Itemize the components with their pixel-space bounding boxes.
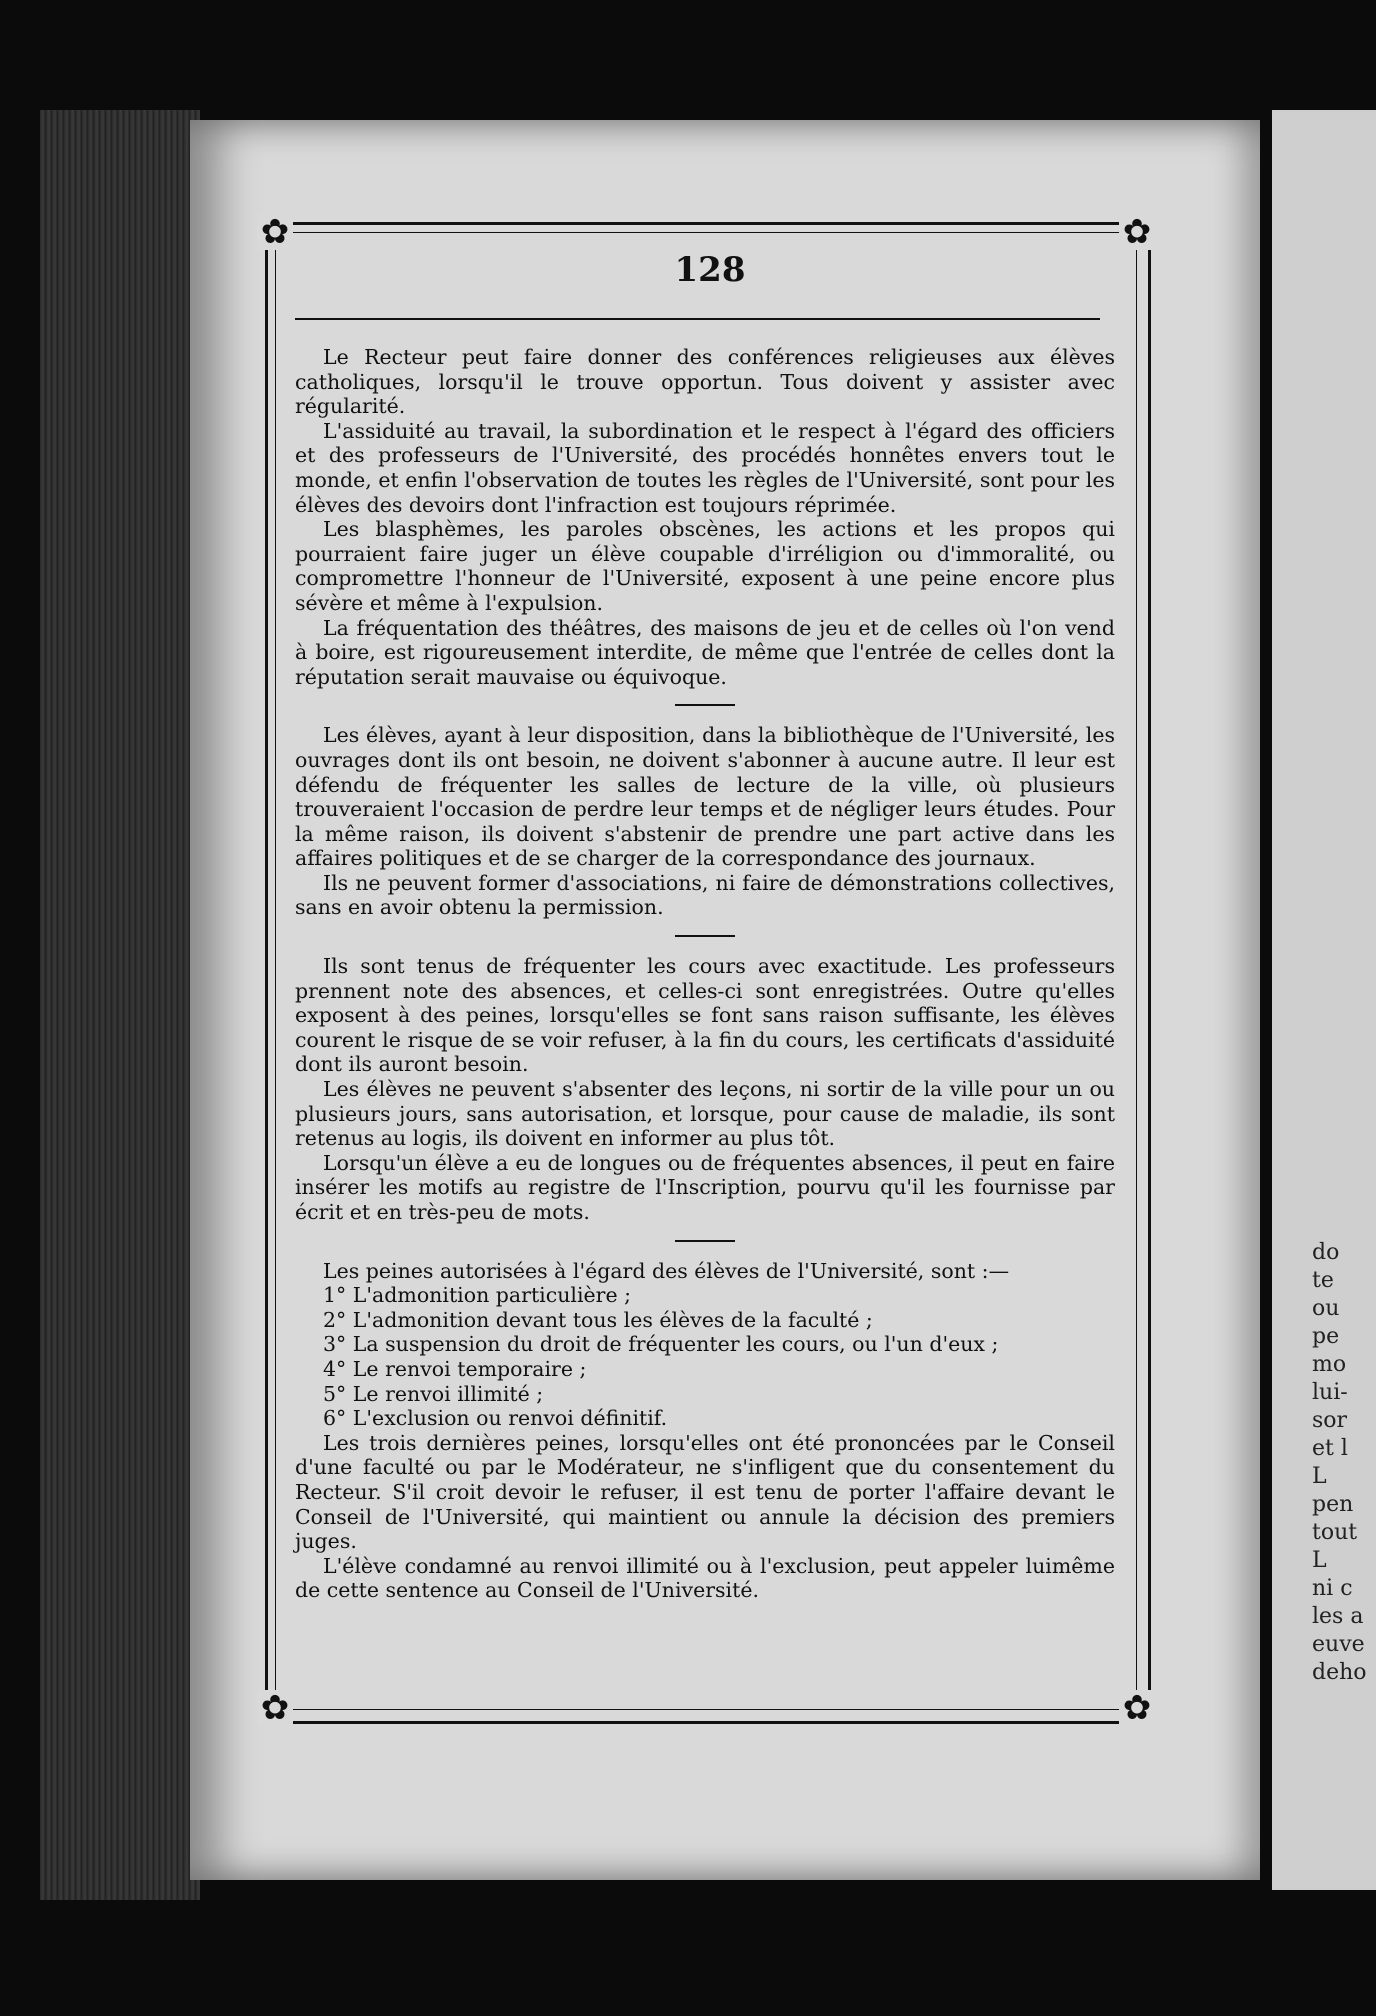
corner-ornament-icon: ✿ <box>257 214 293 250</box>
facing-page-fragment: do <box>1312 1240 1340 1265</box>
separator-dash <box>675 935 735 937</box>
paragraph: Ils ne peuvent former d'associations, ni faire de démonstrations collectives, sans en avoir obtenu la permission. <box>295 870 1115 920</box>
facing-page-fragment: deho <box>1312 1660 1367 1685</box>
paragraph: Ils sont tenus de fréquenter les cours avec exactitude. Les professeurs prennent note des absences, et celles-ci sont enregistrées. Outre qu'elles exposent à des peines, lorsqu'elles se font sans raison suffisante, les élèves courent le risque de se voir refuser, à la fin du cours, les certificats d'assiduité dont ils auront besoin. <box>295 954 1115 1077</box>
section-separator <box>295 920 1115 954</box>
paragraph: Le Recteur peut faire donner des conférences religieuses aux élèves catholiques, lorsqu'il le trouve opportun. Tous doivent y assister avec régularité. <box>295 345 1115 419</box>
list-item: 5° Le renvoi illimité ; <box>323 1381 544 1406</box>
facing-page-fragment: mo <box>1312 1352 1347 1377</box>
list-item: 1° L'admonition particulière ; <box>323 1283 632 1308</box>
page-body <box>295 345 1115 1603</box>
separator-dash <box>675 1240 735 1242</box>
paragraph: L'assiduité au travail, la subordination et le respect à l'égard des officiers et des professeurs de l'Université, des procédés honnêtes envers tout le monde, et enfin l'observation de toutes les règles de l'Université, sont pour les élèves des devoirs dont l'infraction est toujours réprimée. <box>295 418 1115 517</box>
page-number: 128 <box>674 250 746 290</box>
corner-ornament-icon: ✿ <box>1119 214 1155 250</box>
separator-dash <box>675 704 735 706</box>
corner-ornament-icon: ✿ <box>257 1690 293 1726</box>
list-item: 4° Le renvoi temporaire ; <box>323 1356 587 1381</box>
facing-page-fragment: pen <box>1312 1492 1354 1517</box>
list-item: 6° L'exclusion ou renvoi définitif. <box>323 1406 668 1431</box>
facing-page-fragment: te <box>1312 1268 1334 1293</box>
facing-page-fragment: lui- <box>1312 1380 1348 1405</box>
paragraph: Les blasphèmes, les paroles obscènes, les actions et les propos qui pourraient faire juger un élève coupable d'irréligion ou d'immoralité, ou compromettre l'honneur de l'Université, exposent à une peine encore plus sévère et même à l'expulsion. <box>295 517 1115 615</box>
facing-page-fragment: ni c <box>1312 1576 1353 1601</box>
book-page-edges <box>40 110 200 1900</box>
facing-page-fragment: euve <box>1312 1632 1365 1657</box>
paragraph: La fréquentation des théâtres, des maisons de jeu et de celles où l'on vend à boire, est rigoureusement interdite, de même que l'entrée de celles dont la réputation serait mauvaise ou équivoque. <box>295 615 1115 689</box>
facing-page-fragment: L <box>1312 1548 1327 1573</box>
paragraph: L'élève condamné au renvoi illimité ou à l'exclusion, peut appeler luimême de cette sentence au Conseil de l'Université. <box>295 1553 1115 1603</box>
list-item: 3° La suspension du droit de fréquenter les cours, ou l'un d'eux ; <box>323 1332 999 1357</box>
header-rule <box>295 318 1100 320</box>
facing-page-fragment: tout <box>1312 1520 1358 1545</box>
paragraph: Les peines autorisées à l'égard des élèves de l'Université, sont :— <box>323 1258 1010 1283</box>
paragraph: Les élèves, ayant à leur disposition, dans la bibliothèque de l'Université, les ouvrages dont ils ont besoin, ne doivent s'abonner à aucune autre. Il leur est défendu de fréquenter les salles de lecture de la ville, où plusieurs trouveraient l'occasion de perdre leur temps et de négliger leurs études. Pour la même raison, ils doivent s'abstenir de prendre une part active dans les affaires politiques et de se charger de la correspondance des journaux. <box>295 723 1115 871</box>
facing-page-fragment: sor <box>1312 1408 1348 1433</box>
paragraph: Les élèves ne peuvent s'absenter des leçons, ni sortir de la ville pour un ou plusieurs jours, sans autorisation, et lorsque, pour cause de maladie, ils sont retenus au logis, ils doivent en informer au plus tôt. <box>295 1077 1115 1151</box>
paragraph: Lorsqu'un élève a eu de longues ou de fréquentes absences, il peut en faire insérer les motifs au registre de l'Inscription, pourvu qu'il les fournisse par écrit et en très-peu de mots. <box>295 1150 1115 1224</box>
section-separator <box>295 689 1115 723</box>
facing-page-fragment: L <box>1312 1464 1327 1489</box>
facing-page-fragment: les a <box>1312 1604 1364 1629</box>
facing-page-fragment: et l <box>1312 1436 1348 1461</box>
facing-page-fragment: pe <box>1312 1324 1340 1349</box>
penalty-list <box>295 1283 1115 1431</box>
facing-page-edge <box>1272 110 1376 1890</box>
facing-page-fragment: ou <box>1312 1296 1340 1321</box>
section-separator <box>295 1225 1115 1259</box>
corner-ornament-icon: ✿ <box>1119 1690 1155 1726</box>
list-item: 2° L'admonition devant tous les élèves de la faculté ; <box>323 1307 873 1332</box>
paragraph: Les trois dernières peines, lorsqu'elles ont été prononcées par le Conseil d'une faculté ou par le Modérateur, ne s'infligent que du consentement du Recteur. S'il croit devoir le refuser, il est tenu de porter l'affaire devant le Conseil de l'Université, qui maintient ou annule la décision des premiers juges. <box>295 1430 1115 1554</box>
